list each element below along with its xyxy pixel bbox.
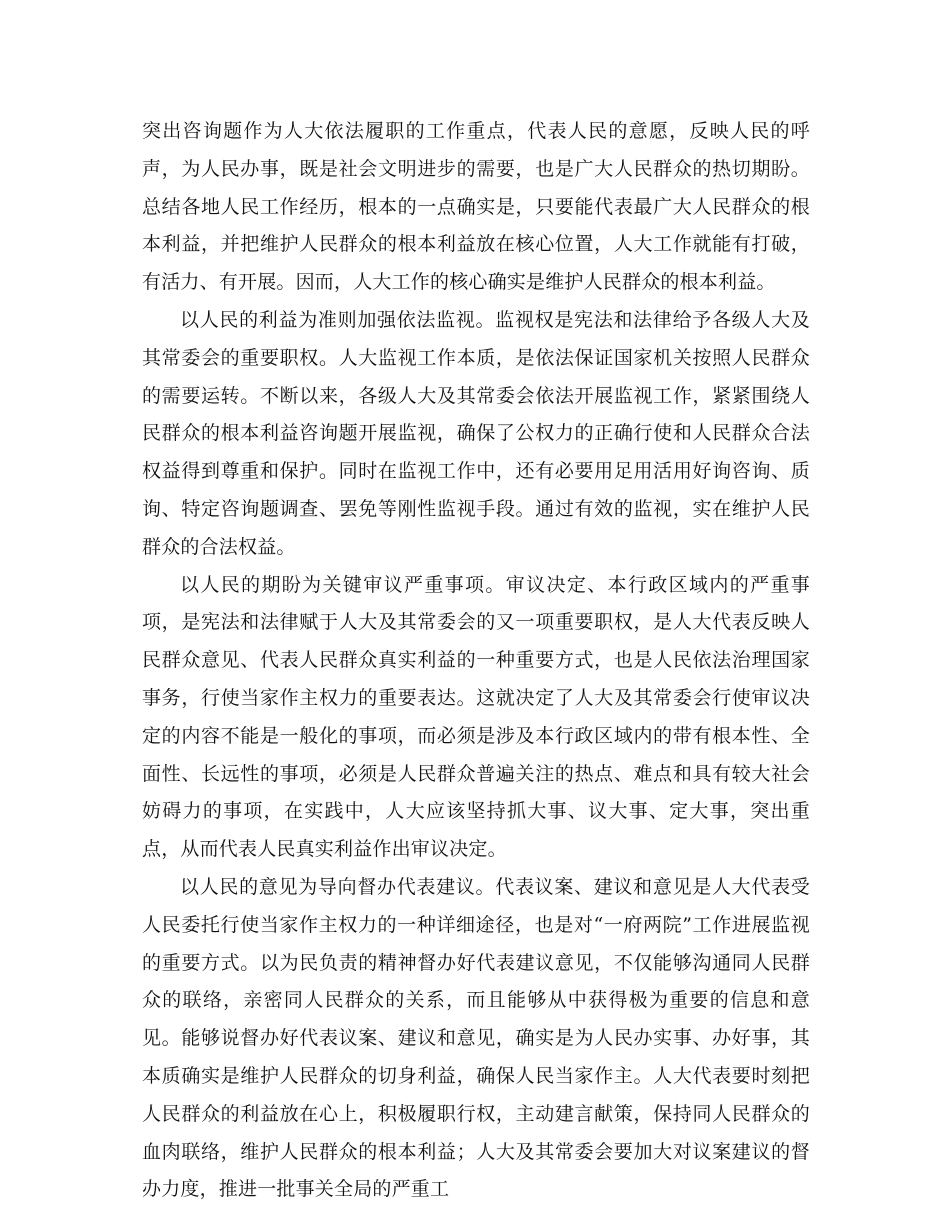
- document-body: [142, 113, 810, 1209]
- paragraph-continuation: 突出咨询题作为人大依法履职的工作重点，代表人民的意愿，反映人民的呼声，为人民办事，既是社会文明进步的需要，也是广大人民群众的热切期盼。总结各地人民工作经历，根本的一点确实是，只要能代表最广大人民群众的根本利益，并把维护人民群众的根本利益放在核心位置，人大工作就能有打破，有活力、有开展。因而，人大工作的核心确实是维护人民群众的根本利益。: [142, 120, 810, 294]
- paragraph-deliberation: 以人民的期盼为关键审议严重事项。审议决定、本行政区域内的严重事项，是宪法和法律赋于人大及其常委会的又一项重要职权，是人大代表反映人民群众意见、代表人民群众真实利益的一种重要方式，也是人民依法治理国家事务，行使当家作主权力的重要表达。这就决定了人大及其常委会行使审议决定的内容不能是一般化的事项，而必须是涉及本行政区域内的带有根本性、全面性、长远性的事项，必须是人民群众普遍关注的热点、难点和具有较大社会妨碍力的事项，在实践中，人大应该坚持抓大事、议大事、定大事，突出重点，从而代表人民真实利益作出审议决定。: [142, 573, 810, 861]
- paragraph-deputy-suggestions: 以人民的意见为导向督办代表建议。代表议案、建议和意见是人大代表受人民委托行使当家作主权力的一种详细途径，也是对“一府两院”工作进展监视的重要方式。以为民负责的精神督办好代表建议意见，不仅能够沟通同人民群众的联络，亲密同人民群众的关系，而且能够从中获得极为重要的信息和意见。能够说督办好代表议案、建议和意见，确实是为人民办实事、办好事，其本质确实是维护人民群众的切身利益，确保人民当家作主。人大代表要时刻把人民群众的利益放在心上，积极履职行权，主动建言献策，保持同人民群众的血肉联络，维护人民群众的根本利益；人大及其常委会要加大对议案建议的督办力度，推进一批事关全局的严重工: [142, 875, 810, 1201]
- paragraph-supervision: 以人民的利益为准则加强依法监视。监视权是宪法和法律给予各级人大及其常委会的重要职权。人大监视工作本质，是依法保证国家机关按照人民群众的需要运转。不断以来，各级人大及其常委会依法开展监视工作，紧紧围绕人民群众的根本利益咨询题开展监视，确保了公权力的正确行使和人民群众合法权益得到尊重和保护。同时在监视工作中，还有必要用足用活用好询咨询、质询、特定咨询题调查、罢免等刚性监视手段。通过有效的监视，实在维护人民群众的合法权益。: [142, 308, 810, 558]
